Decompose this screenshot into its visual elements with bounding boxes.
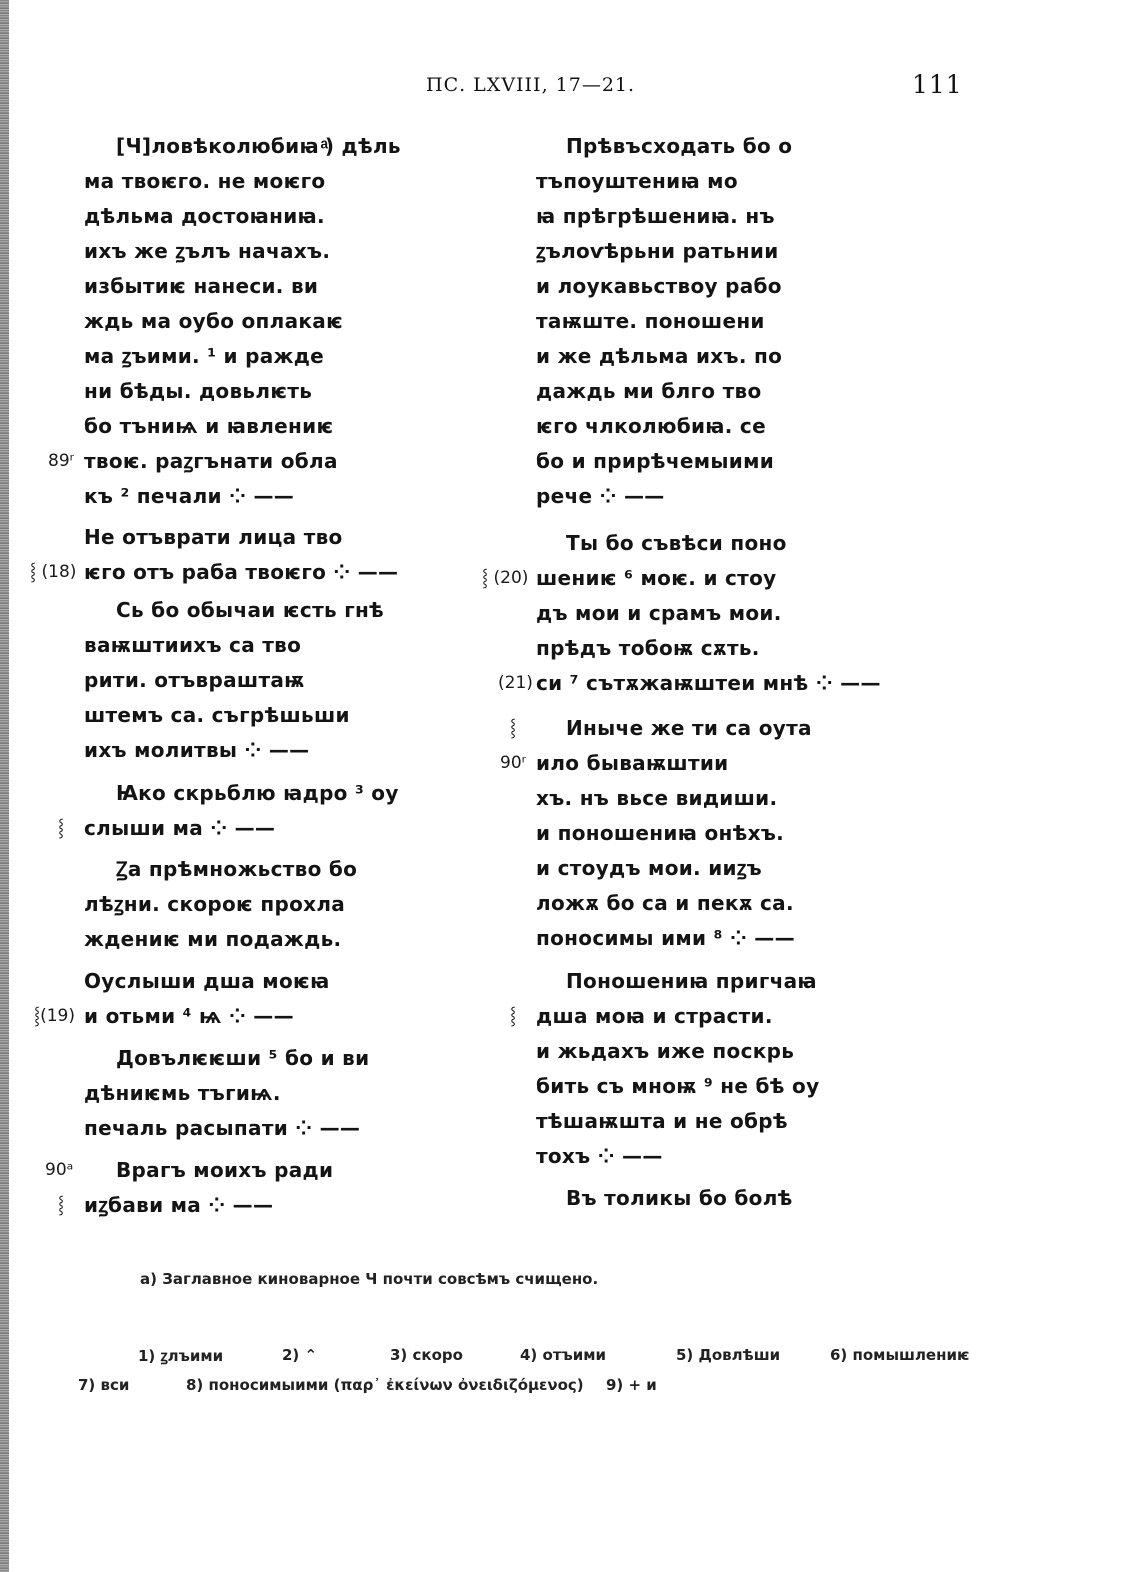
left-column-line: печаль расыпати ⁘ —— (84, 1116, 361, 1140)
left-column-line: Сь бо обычаи ѥсть гнѣ (116, 598, 385, 622)
left-column-margin-marker: ⸾(19) (34, 1006, 75, 1026)
right-column-line: Иныче же ти са оута (566, 716, 812, 740)
left-column-line: Довълѥѥши ⁵ бо и ви (116, 1046, 370, 1070)
right-column-line: дша моꙗ и страсти. (536, 1004, 773, 1028)
left-column-line: ваѭштиихъ са тво (84, 633, 302, 657)
book-spine-edge (0, 0, 9, 1572)
left-column-line: Ꙗко скрьблю ꙗдро ³ оу (116, 781, 399, 805)
right-column-line: бить съ мноѭ ⁹ не бѣ оу (536, 1074, 820, 1098)
right-column-margin-marker: ⸾ (510, 1006, 517, 1026)
right-column-margin-marker: ⸾ (510, 718, 517, 738)
left-column-line: ихъ же ꙁълъ начахъ. (84, 239, 331, 263)
right-column-line: и же дѣльма ихъ. по (536, 344, 783, 368)
left-column-margin-marker: 90ᵃ (45, 1160, 74, 1180)
right-column-margin-marker: ⸾ (20) (482, 568, 529, 588)
right-column-line: тъпоуштениꙗ мо (536, 169, 738, 193)
right-column-line: ложѫ бо са и пекѫ са. (536, 891, 794, 915)
left-column-line: бо тъниѩ и ꙗвлениѥ (84, 414, 334, 438)
footnote-4: 4) отъими (520, 1346, 607, 1364)
left-column-line: ма ꙁъими. ¹ и ражде (84, 344, 325, 368)
right-column-line: таѭште. поношени (536, 309, 765, 333)
footnote-2: 2) ⌃ (282, 1346, 318, 1364)
left-column-line: ни бѣды. довьлѥть (84, 379, 313, 403)
left-column-line: иꙁбави ма ⁘ —— (84, 1193, 274, 1217)
left-column-line: Ꙁа прѣмножьство бо (116, 857, 358, 881)
left-column-line: и отьми ⁴ ѩ ⁘ —— (84, 1004, 294, 1028)
right-column-line: Прѣвъсходать бо о (566, 134, 793, 158)
left-column-line: ждениѥ ми подаждь. (84, 927, 342, 951)
left-column-line: твоѥ. раꙁгънати обла (84, 449, 338, 473)
right-column-line: дъ мои и срамъ мои. (536, 601, 782, 625)
right-column-line: Ты бо съвѣси поно (566, 531, 787, 555)
left-column-line: ждь ма оубо оплакаѥ (84, 309, 344, 333)
right-column-line: и поношениꙗ онѣхъ. (536, 821, 785, 845)
page-number: 111 (912, 70, 963, 99)
right-column-line: Въ толикы бо болѣ (566, 1186, 793, 1210)
right-column-line: рече ⁘ —— (536, 484, 665, 508)
footnote-3: 3) скоро (390, 1346, 463, 1364)
left-column-margin-marker: ⸾ (58, 818, 65, 838)
right-column-line: ꙁълоѵѣрьни ратьнии (536, 239, 779, 263)
left-column-line: Оуслыши дша моѥꙗ (84, 969, 330, 993)
right-column-line: тохъ ⁘ —— (536, 1144, 663, 1168)
left-column-margin-marker: 89ʳ (48, 451, 75, 471)
footnote-7: 7) вси (78, 1376, 130, 1394)
right-column-margin-marker: 90ʳ (500, 753, 527, 773)
left-column-line: Не отъврати лица тво (84, 525, 343, 549)
left-column-line: ихъ молитвы ⁘ —— (84, 738, 310, 762)
left-column-line: ма твоѥго. не моѥго (84, 169, 326, 193)
right-column-line: шениѥ ⁶ моѥ. и стоу (536, 566, 777, 590)
left-column-line: дѣльма достоꙗниꙗ. (84, 204, 325, 228)
right-column-line: и стоудъ мои. ииꙁъ (536, 856, 762, 880)
running-header: ПС. LXVIII, 17—21. (426, 74, 636, 96)
footnote-5: 5) Довлѣши (676, 1346, 781, 1364)
right-column-line: тѣшаѭшта и не обрѣ (536, 1109, 788, 1133)
left-column-line: рити. отъвраштаѭ (84, 668, 305, 692)
left-column-line: слыши ма ⁘ —— (84, 816, 276, 840)
right-column-line: ꙗ прѣгрѣшениꙗ. нъ (536, 204, 775, 228)
left-column-margin-marker: ⸾ (58, 1195, 65, 1215)
footnote-6: 6) помышлениѥ (830, 1346, 970, 1364)
left-column-line: [Ч]ловѣколюбиꙗ ͣ) дѣль (116, 134, 401, 158)
right-column-line: бо и прирѣчемыими (536, 449, 775, 473)
footnote-8: 8) поносимыими (παρ᾽ ἐκείνων ὀνειδιζόμενος) (186, 1376, 584, 1394)
footnote-a: а) Заглавное киноварное Ч почти совсѣмъ счищено. (140, 1270, 599, 1288)
right-column-line: прѣдъ тобоѭ сѫть. (536, 636, 760, 660)
left-column-line: ѥго отъ раба твоѥго ⁘ —— (84, 560, 399, 584)
left-column-line: лѣꙁни. скороѥ прохла (84, 892, 346, 916)
footnote-1: 1) ꙁлъими (138, 1347, 224, 1365)
left-column-line: къ ² печали ⁘ —— (84, 484, 295, 508)
right-column-line: си ⁷ сътѫжаѭштеи мнѣ ⁘ —— (536, 671, 881, 695)
left-column-line: Врагъ моихъ ради (116, 1158, 334, 1182)
left-column-line: дѣниѥмь тъгиѩ. (84, 1081, 281, 1105)
left-column-line: избытиѥ нанеси. ви (84, 274, 319, 298)
left-column-margin-marker: ⸾ (18) (30, 562, 77, 582)
right-column-line: Поношениꙗ пригчаꙗ (566, 969, 817, 993)
footnote-9: 9) + и (606, 1376, 657, 1394)
right-column-line: даждь ми блго тво (536, 379, 762, 403)
right-column-line: хъ. нъ вьсе видиши. (536, 786, 778, 810)
right-column-line: ѥго члколюбиꙗ. се (536, 414, 766, 438)
right-column-line: и лоукавьствоу рабо (536, 274, 782, 298)
right-column-line: и жьдахъ иже поскрь (536, 1039, 795, 1063)
right-column-margin-marker: (21) (498, 673, 533, 693)
right-column-line: поносимы ими ⁸ ⁘ —— (536, 926, 795, 950)
right-column-line: ило бываѭштии (536, 751, 729, 775)
left-column-line: штемъ са. съгрѣшьши (84, 703, 350, 727)
